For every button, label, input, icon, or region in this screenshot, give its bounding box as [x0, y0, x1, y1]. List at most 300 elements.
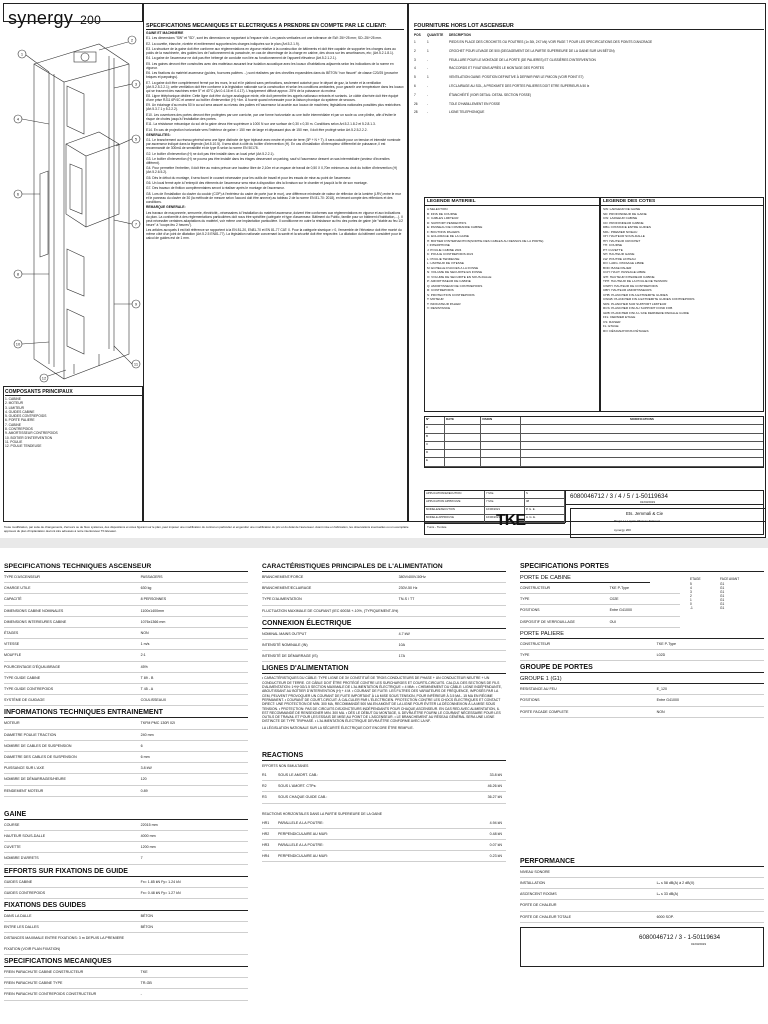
- kv-row: [262, 770, 506, 781]
- kv-value: Fx= 1.85 kN Fy= 1.24 kN: [140, 879, 181, 884]
- spec-section-heading: GENERALITES:: [146, 132, 171, 137]
- svg-text:4: 4: [16, 116, 20, 122]
- fourniture-desc: FEUILLURE POUR LE MONTAGE DE LA PORTE (DE PALIERES) ET GLISSIÈRES D'INTERVENTION: [449, 57, 596, 62]
- kv-key: DIMENSIONS INTERIEURES CABINE: [4, 619, 67, 624]
- kv-table: [520, 867, 764, 923]
- legend-item: FFL: DERNIER ETAGE: [603, 315, 636, 319]
- svg-text:12: 12: [41, 375, 47, 381]
- kv-value: 1100x1400mm: [140, 608, 165, 613]
- kv-row: [262, 629, 506, 640]
- kv-key: PORTE FACADE COMPLETE: [520, 709, 569, 714]
- revision-date: [445, 450, 481, 457]
- kv-value: [141, 933, 248, 953]
- legend-item: C: CABLES LIMITEUR: [427, 216, 459, 220]
- spec-title: SPECIFICATIONS MECANIQUES ET ELECTRIQUES A PRENDRE EN COMPTE PAR LE CLIENT:: [146, 23, 404, 30]
- kv-row: [520, 617, 680, 628]
- spec-paragraph: G3. Le boîtier d'intervention (H) ne pourra pas être installé dans les étages desservant un parking, sauf si l'ascenseur dessert un sas intermédiaire (secteur d'incendies différent).: [146, 156, 390, 166]
- kv-key: DIAMETRE DES CABLES DE SUSPENSION: [4, 755, 77, 760]
- kv-value: 45%: [140, 664, 148, 669]
- revision-date: [445, 434, 481, 441]
- approval-row: [425, 499, 565, 507]
- sheet2-document-number: 6080046712 / 3 - 1-50119634: [639, 933, 721, 941]
- kv-key: INTENSITÉ NOMINALE (IN): [262, 643, 308, 648]
- legend-item: BOD: BASE PALIER: [603, 265, 632, 270]
- approval-role: APPLICATION/EXECUTION: [425, 491, 485, 498]
- kv-row: [4, 911, 248, 922]
- kv-row: [4, 673, 248, 684]
- kv-key: NOMBRE D'ARRETS: [4, 856, 39, 861]
- kv-key: DIMENSIONS CABINE NOMINALES: [4, 608, 64, 613]
- kv-row: [520, 867, 764, 878]
- fourniture-row: [414, 100, 764, 109]
- kv-row: [4, 617, 248, 628]
- fourniture-header: POS: [414, 33, 421, 37]
- fourniture-pos: 6: [414, 83, 416, 88]
- component-item: 9. AMORTISSEUR CONTREPOIDS: [5, 431, 58, 436]
- kv-value: L02D: [656, 653, 666, 658]
- fourniture-row: [414, 38, 764, 47]
- kv-code: HR3: [262, 843, 270, 847]
- etage-floor: 5: [690, 582, 692, 586]
- revision-row: [425, 450, 763, 458]
- kv-row: [4, 853, 248, 864]
- fourniture-row: [414, 73, 764, 82]
- kv-value: 6 mm: [140, 755, 150, 760]
- component-item: 8. CONTREPOIDS: [5, 427, 33, 432]
- kv-key: PORTE DE CHALEUR: [520, 903, 557, 908]
- kv-value: TKE P-Type: [609, 586, 629, 590]
- fourniture-pos: 1: [414, 40, 416, 44]
- legend-item: T: INDICATEUR PALIER: [427, 301, 461, 306]
- revision-mod: [521, 450, 763, 457]
- etage-floor: 3: [690, 590, 692, 594]
- svg-text:3: 3: [134, 81, 138, 87]
- kv-row: [520, 583, 680, 594]
- svg-text:8: 8: [16, 271, 20, 277]
- site-location: Tunis - Tunisie: [425, 523, 565, 530]
- component-item: 5. GUIDES CONTREPOIDS: [5, 414, 47, 419]
- reactions-table: [262, 818, 506, 863]
- approval-date: 7 M.E.: [485, 499, 525, 506]
- fourniture-pos: 28: [414, 110, 418, 115]
- section-title: CONNEXION ÉLECTRIQUE: [262, 620, 506, 629]
- etage-header-cell: FACE AVANT: [720, 577, 740, 581]
- spec-paragraph: E5. Les gaines devront être construites avec des matériaux assurant leur isolation acoustique avec les locaux d'habitations adjacents selon les indications de la norme en vigueur.: [146, 61, 394, 70]
- kv-row: [4, 989, 248, 1000]
- svg-text:1: 1: [20, 51, 24, 57]
- kv-value: 630 kg: [140, 586, 152, 591]
- kv-key: DISTANCES MAXIMALE ENTRE FIXATIONS: 3 m DEPUIS LA PREMIERE FIXATION (VOIR PLAN FIXATION): [4, 936, 125, 951]
- footer-note: Toute modification, par suite de changements, d'erreurs ou de fluxo systèmes, des dispositions et cotes figurant sur le plan, peut imposer une modification du contrat en particulier et engendrer une modification du prix et du délai de l'ascenseur. Avant mise en fabrication, les observations éventuelles ou un exemplaire approuvé du plan d'implantation devront être adressés à notre interlocuteur TK Elevator.: [4, 525, 409, 533]
- kv-value: -: [140, 992, 142, 997]
- kv-value: 33.8 kN: [489, 772, 502, 777]
- kv-key: FLUCTUATION MAXIMALE DE COURANT (IEC 60038 +-10%, (TYPIQUEMENT-5%): [262, 608, 399, 613]
- legend-item: DBG: DISTANCE ENTRE GUIDES: [603, 225, 651, 229]
- kv-key: TYPE GUIDE CABINE: [4, 675, 41, 680]
- kv-value: Entre G41000: [656, 698, 680, 703]
- kv-key: TYPE D'ALIMENTATION: [262, 597, 302, 602]
- revision-vision: [481, 450, 521, 457]
- etage-table: [690, 577, 760, 610]
- fourniture-pos: 5: [414, 75, 416, 80]
- legend-materiel-list: [425, 206, 599, 312]
- document-date: 01/03/2019: [640, 500, 656, 504]
- legend-item: CWGB: PLANCHER FIN A EXTREMITE GUIDES CONTREPOIDS: [603, 297, 695, 301]
- title-block-approvals: [425, 491, 565, 523]
- spec-paragraph: G8. Lors de l'installation du clavier du couloir (COP) à l'extérieur du cadre de porte (sur le mur), une différence minimale de valeur de réflexion de la lumière (LRV) entre le mur et le panneau du clavier de 30 (la méthode de mesure selon l'accord doit être annexe) au tableau 2 de la norme EN 81-70: 2018), en tenant compte des réflexions et des conditions.: [146, 191, 401, 204]
- brand-model: 200: [80, 13, 102, 27]
- fourniture-qty: 1: [427, 48, 429, 53]
- legend-materiel-box: [424, 197, 600, 412]
- kv-value: TKE P-Type: [656, 641, 676, 646]
- approval-initials: 08: [525, 499, 565, 506]
- legend-item: CS: RAISER: [603, 319, 621, 324]
- elevator-isometric-drawing: [4, 24, 142, 384]
- revision-letter: C: [425, 442, 445, 449]
- revision-header: Nº: [425, 417, 445, 424]
- kv-value: TKE: [140, 969, 148, 974]
- fourniture-qty: 1: [427, 40, 429, 44]
- kv-key: TYPE: [520, 653, 530, 658]
- legend-item: PT: CUVETTE: [603, 247, 623, 252]
- kv-value: NON: [140, 631, 149, 636]
- legend-item: O: VOLUME DE SECURITE EN SOUS-DALLE: [427, 274, 492, 279]
- section-title: LIGNES D'ALIMENTATION: [262, 665, 506, 674]
- project-name: Projet La Liqatte Plateau Talanad: [614, 519, 660, 523]
- kv-row: [520, 912, 764, 923]
- brand-name: synergy: [8, 8, 74, 28]
- kv-value: Lₐ ≤ 33 dB(A): [656, 892, 679, 897]
- legend-item: P: AMORTISSEUR DE CABINE: [427, 279, 471, 283]
- legend-item: MFL: PREMIER NIVEAU: [603, 229, 638, 234]
- approval-role: MODELE/EXECUTION: [425, 507, 485, 514]
- kv-key: FREIN PARACHUTE CABINE CONSTRUCTEUR: [4, 969, 84, 974]
- kv-row: [4, 786, 248, 797]
- legend-cotes-list: [601, 206, 763, 334]
- spec-paragraph: G2. Le boîtier d'intervention (H) ne doit pas être installé dans un local privé (Art.5.2.2.1).: [146, 151, 275, 156]
- legend-item: SW: LARGEUR DE GAINE: [603, 207, 641, 211]
- fourniture-desc: RACCORDS ET FIXATIONS APRÈS LE MONTAGE DES PORTES: [449, 66, 545, 71]
- kv-row: [4, 628, 248, 639]
- kv-key: POSITIONS: [520, 608, 540, 613]
- revision-letter: B: [425, 434, 445, 441]
- legend-item: DO: LARG. PASSAGE LIBRE: [603, 261, 644, 265]
- legend-item: LW: POUTRE LINTEAU: [603, 256, 636, 261]
- subsection-title: PORTE DE CABINE: [520, 575, 650, 583]
- kv-row: [4, 583, 248, 594]
- kv-key: TYPE D'ASCENSEUR: [4, 575, 41, 579]
- revision-row: [425, 458, 763, 466]
- component-item: 11. POULIE: [5, 439, 23, 444]
- legend-cotes-title: LEGENDE DES COTES: [601, 198, 763, 206]
- revision-rows: [425, 425, 763, 466]
- fourniture-pos: 7: [414, 92, 416, 97]
- kv-row: [4, 752, 248, 763]
- kv-value: 0.23 kN: [489, 854, 502, 859]
- spec-paragraph: E8. Ligne téléphonique dédiée: Cette ligne doit être du type analogique mixte, elle doit permettre les appels nationaux entrants et sortants. Le câble d'arrivée doit être équipé d'une prise RJ11 6P/4C et amené au boîtier d'intervention (H) +4m. À fournir quand nécessaire pour la liaison phonique du système de secours.: [146, 93, 399, 103]
- kv-row: [4, 978, 248, 989]
- kv-row: [4, 922, 248, 933]
- revision-header-row: [425, 417, 763, 425]
- etage-group: G1: [720, 590, 725, 594]
- kv-value: 10A: [398, 643, 406, 648]
- kv-value: 0.89: [140, 788, 148, 793]
- kv-row: [262, 651, 506, 662]
- revision-mod: [521, 434, 763, 441]
- kv-key: SYSTÈME DE GUIDAGE: [4, 698, 45, 703]
- legend-item: CD: PROFONDEUR CABINE: [603, 220, 644, 225]
- kv-value: 1076x1366 mm: [140, 619, 166, 624]
- fourniture-table: [414, 32, 764, 117]
- kv-row: [520, 594, 680, 605]
- revision-row: [425, 434, 763, 442]
- section-title: CARACTÉRISTIQUES PRINCIPALES DE L'ALIMENTATION: [262, 563, 506, 572]
- kv-key: CHARGE UTILE: [4, 586, 31, 591]
- kv-value: C02E: [609, 597, 619, 602]
- spec-paragraph: E6. Les fixations du matériel ascenseur (guides, fourrures palières ...) sont réalisées par des chevilles expansibles dans du BÉTON "non fissuré" de classe C20/25 (proscrire briques et parpaings).: [146, 71, 399, 80]
- revision-letter: A: [425, 425, 445, 432]
- kv-key: NIVEAU SONORE: [520, 869, 550, 874]
- kv-table: [4, 877, 248, 899]
- sheet2-document-date: 01/03/2019: [691, 941, 707, 946]
- fourniture-qty: -: [427, 66, 429, 71]
- legend-item: CHB: PLANCHER FIN A EXTREMITE GUIDES: [603, 292, 668, 297]
- fourniture-desc: ÉTANCHÉITÉ (VOIR DETAIL: DETAIL SECTION FOSSE): [449, 92, 531, 97]
- kv-row: [4, 967, 248, 978]
- kv-code: R2: [262, 784, 267, 789]
- kv-row: [520, 695, 764, 706]
- kv-key: GUIDES CABINE: [4, 879, 33, 884]
- kv-value: 0.48 kN: [489, 831, 502, 836]
- svg-text:10: 10: [15, 341, 21, 347]
- legend-item: R: CONTREPOIDS: [427, 288, 454, 292]
- kv-value: 4000 mm: [140, 834, 156, 839]
- revision-header: MODIFICATIONS: [630, 417, 654, 421]
- kv-value: 2:1: [140, 653, 146, 658]
- legend-item: RCS: PLANCHER FINI AU SUPPORT FOND FOB: [603, 306, 673, 310]
- legend-cotes-box: [600, 197, 764, 412]
- legend-item: E: PANNEAU DE COMMANDE CABINE: [427, 225, 483, 229]
- fourniture-row: [414, 91, 764, 100]
- kv-value: [399, 606, 506, 616]
- approval-row: [425, 491, 565, 499]
- kv-value: 380V/400V-50Hz: [398, 575, 426, 579]
- kv-row: [4, 639, 248, 650]
- kv-key: PARALLELE A LA POUTRE:: [278, 820, 324, 825]
- components-list: [5, 397, 142, 449]
- kv-table: [520, 639, 764, 661]
- revision-vision: [481, 442, 521, 449]
- kv-row: [520, 889, 764, 900]
- kv-key: PARALLELE A LA POUTRE:: [278, 843, 324, 847]
- kv-key: RESISTANCE AU FEU: [520, 687, 557, 692]
- kv-row: [262, 829, 506, 840]
- kv-row: [4, 842, 248, 853]
- kv-value: 17A: [398, 654, 406, 659]
- kv-table: [4, 967, 248, 1001]
- svg-text:6: 6: [16, 191, 20, 197]
- legend-item: GRB: PLANCHER FINI A L'AXE DERNIERE PARALLE GUIDE: [603, 310, 689, 315]
- kv-row: [4, 662, 248, 673]
- spec-paragraph: E4. La gaine de l'ascenseur ne doit pas être hébergé de conduite non liée au fonctionnement de l'appareil élévateur (Art.5.2.1.2.1).: [146, 56, 337, 61]
- kv-table: [4, 911, 248, 955]
- kv-code: HR2: [262, 831, 270, 836]
- revision-mod: [521, 442, 763, 449]
- legend-item: Q: AMORTISSEUR DE CONTREPOIDS: [427, 283, 483, 288]
- spec-paragraph: E10. Les ouvertures des portes devront être protégées par une corniche, par une forme horizontale ou une boîte intermédiaire et par un socle ou une plinthe, afin d'éviter le risque de chutes jusqu'à l'installation des portes.: [146, 112, 397, 121]
- legend-item: CWPH: HAUTEUR DE CONTREPOIDS: [603, 283, 658, 288]
- client-name: Ets. Jemmali & Cie: [565, 505, 763, 523]
- component-item: 6. PORTE PALIERE: [5, 418, 35, 423]
- fourniture-row: [414, 108, 764, 117]
- kv-row: [520, 605, 680, 616]
- approval-date: 16/06/2021: [485, 515, 525, 522]
- fourniture-qty: -: [427, 101, 429, 106]
- kv-code: R1: [262, 772, 267, 777]
- revision-letter: E: [425, 458, 445, 465]
- fourniture-title: FOURNITURE HORS LOT ASCENSEUR: [414, 23, 764, 30]
- kv-row: [4, 820, 248, 831]
- legend-item: TPH: HAUTEUR DE LA POULIE DE TENSION: [603, 279, 668, 283]
- kv-row: [4, 684, 248, 695]
- kv-code: HR1: [262, 820, 270, 825]
- project-block: [570, 508, 766, 538]
- section-title: INFORMATIONS TECHNIQUES ENTRAINEMENT: [4, 709, 248, 718]
- fourniture-pos: 3: [414, 57, 416, 62]
- kv-key: CONSTRUCTEUR: [520, 586, 551, 590]
- spec-paragraph: G6. Un local fermé apte à l'entrepôt des éléments de l'ascenseur sera mise à disposition dès la livraison sur le chantier et jusqu'à la fin de son montage.: [146, 181, 368, 186]
- approval-initials: S: [525, 491, 565, 498]
- fourniture-desc: L'ECLAIRAGE AU SOL, A PROXIMITE DES PORTES PALIERES DOIT ETRE SUPERIEUR A 50 lx: [449, 83, 590, 88]
- legend-item: RO: DÉSIGNATIONS D'ÉTAGES: [603, 328, 649, 333]
- kv-value: 36.27 kN: [487, 795, 502, 800]
- kv-value: 1200 mm: [140, 845, 156, 850]
- kv-value: COULISSEAUX: [140, 698, 167, 703]
- section-title: GROUPE DE PORTES: [520, 664, 764, 673]
- product-name: synergy 200: [614, 528, 631, 532]
- kv-key: DANS LA DALLE: [4, 914, 32, 919]
- kv-value: 240 mm: [140, 732, 154, 737]
- revision-header: DATE: [445, 417, 481, 424]
- kv-key: NOMBRE DE CABLES DE SUSPENSION: [4, 743, 72, 748]
- kv-value: T 89 - B: [140, 675, 154, 680]
- fourniture-pos: 4: [414, 66, 416, 71]
- kv-value: T 45 - A: [140, 687, 154, 692]
- revision-table: [424, 416, 764, 468]
- col-alimentation: [262, 560, 506, 862]
- legend-item: I: INTERPHONE: [427, 243, 450, 247]
- approval-role: MODELE APPROUVE: [425, 515, 485, 522]
- kv-table: [4, 572, 248, 706]
- drawing-sheet-2: [0, 548, 768, 1024]
- etage-header-cell: ETAGE: [690, 577, 701, 581]
- legend-item: S: PROTECTION CONTREPOIDS: [427, 292, 475, 297]
- spec-paragraph: E7. La gaine doit être complètement fermé par les murs, le sol et le plafond sans perforations, seulement autorisé pour le départ de gaz, la fumée et la ventilation (Art.5.2.5.2.2.1); cette ventilation doit être conforme à la législation nationale sur la construction et selon les conditions ambiantes, pour garantir une température dans les locaux qui se trouvent des machines entre 5° et 40°C (Art.0.4.16 et 0.4.17). L'équipement diffusé approx. 25% de la puissance du moteur.: [146, 80, 404, 93]
- kv-row: [4, 877, 248, 888]
- kv-row: [262, 594, 506, 605]
- etage-group: G1: [720, 602, 725, 606]
- fourniture-desc: VENTILATION GAINE: POSITION DEFINITIVE À DEFINIR PAR LE PMCON (VOIR POINT E7): [449, 75, 584, 80]
- component-item: 4. GUIDES CABINE: [5, 409, 35, 414]
- spec-paragraph: E2. La cuvette, étanche, nivelée et entièrement supportera les charges indiquées sur le plan (Art.5.2.1.9).: [146, 41, 300, 46]
- kv-value: TN-S / TT: [398, 597, 415, 602]
- etage-floor: 4: [690, 586, 692, 590]
- spec-paragraph: Les travaux de maçonnerie, serrurerie, électricité,..nécessaires à l'installation du matériel ascenseur, doivent être conformes aux réglementations en vigueur et aux indications du plan. La conformité à des réglementations particulières doit nous être spécifiée (catégorie et type d'ascenseur. Bâtiment du Public, famille pour un bâtiment d'habitation,...). Il peut nécessiter certaines adaptations du matériel, voir même une implantation particulière. Il conditionne en outre la résistance au feu des portes de gaine (de "stable au feu 1/2 heure" à "coupe-feu 2 heures").: [146, 210, 404, 227]
- kv-key: PERPENDICULAIRE AU MUR:: [278, 854, 328, 859]
- section-title: FIXATIONS DES GUIDES: [4, 902, 248, 911]
- kv-value: 4.94 kN: [489, 820, 502, 825]
- kv-key: GUIDES CONTREPOIDS: [4, 890, 46, 895]
- document-number: 6080046712 / 3 / 4 / 5 / 1-50119634: [570, 493, 668, 500]
- revision-vision: [481, 425, 521, 432]
- kv-value: BÉTON: [140, 914, 153, 919]
- kv-row: [262, 781, 506, 792]
- etage-group: G1: [720, 598, 725, 602]
- fourniture-desc: LIGNE TELEPHONIQUE: [449, 110, 485, 115]
- kv-row: [4, 774, 248, 785]
- kv-value: OUI: [609, 619, 616, 624]
- kv-value: 22015 mm: [140, 822, 158, 827]
- kv-key: TYPE: [520, 597, 530, 602]
- kv-row: [262, 792, 506, 803]
- kv-value: 6: [140, 743, 143, 748]
- legend-item: D: SUPPORT PENDENTIFS: [427, 220, 467, 225]
- component-item: 3. LIMITEUR: [5, 405, 25, 410]
- kv-key: BRANCHEMENT/ECLAIRAGE: [262, 586, 312, 591]
- section-title: EFFORTS SUR FIXATIONS DE GUIDE: [4, 868, 248, 877]
- kv-value: 120: [140, 777, 147, 782]
- spec-paragraph: G5. Dès le début du montage, il sera fourni le courant nécessaire pour les outils de travail et pour les essais de mise au point de l'ascenseur.: [146, 175, 352, 180]
- legend-item: SH: HAUTEUR GAINE: [603, 252, 635, 256]
- kv-key: ENTRE LES DALLES: [4, 925, 39, 930]
- kv-key: INTENSITÉ DE DÉMARRAGE (IS): [262, 654, 318, 659]
- kv-key: MOUFFLE: [4, 653, 22, 658]
- kv-value: TR-GB: [140, 981, 152, 986]
- fourniture-pos: 26: [414, 101, 418, 106]
- fourniture-qty: -: [427, 92, 429, 97]
- kv-value: [657, 900, 764, 910]
- legend-item: CBH: HAUTEUR AMORTISSEURS: [603, 288, 652, 292]
- spec-paragraph: E11. La résistance mécanique du sol de la gaine devra être supérieure à 1000 N sur une surface de 0,30 x 0,30 m. Conditions selon Art.5.2.1.8.2 et 5.2.8.1.3.: [146, 122, 376, 127]
- kv-row: [4, 695, 248, 706]
- alimentation-note: LA LÉGISLATION NATIONALE SUR LA SÉCURITÉ ÉLECTRIQUE DOIT ENCORE ÊTRE REMPLIE.: [262, 725, 414, 730]
- kv-code: HR4: [262, 854, 270, 859]
- kv-key: SOUS CHAQUE GUIDE CAB.:: [278, 795, 328, 800]
- fourniture-pos: 2: [414, 48, 416, 53]
- kv-key: TYPE GUIDE CONTREPOIDS: [4, 687, 54, 692]
- legend-item: K: POULIE CONTREPOIDS 2D/4: [427, 252, 474, 256]
- kv-value: 230V-50 Hz: [398, 586, 418, 591]
- revision-row: [425, 425, 763, 433]
- component-item: 12. POULIE TENDEUSE: [5, 444, 42, 449]
- etage-group: G1: [720, 586, 725, 590]
- kv-key: SOUS LE AMORT. CAB.:: [278, 772, 319, 777]
- subsection-title: PORTE PALIERE: [520, 631, 764, 639]
- legend-item: SDS: PLANCHER SUR SUPPORT LIMITEUR: [603, 301, 667, 306]
- kv-row: [4, 763, 248, 774]
- etage-floor: -1: [690, 606, 693, 610]
- kv-key: VITESSE: [4, 642, 20, 647]
- legend-item: N: VOLUME DE SECURITE EN FOSSE: [427, 270, 483, 274]
- fourniture-rows: [414, 38, 764, 117]
- etage-group: G1: [720, 606, 725, 610]
- revision-vision: [481, 458, 521, 465]
- legend-item: L: LIMITEUR DE VITESSE: [427, 261, 464, 265]
- kv-row: [4, 606, 248, 617]
- legend-item: CCH: HAUT. PASSAGE LIBRE: [603, 270, 646, 274]
- kv-key: COURSE: [4, 822, 20, 827]
- kv-key: MOTEUR: [4, 721, 20, 726]
